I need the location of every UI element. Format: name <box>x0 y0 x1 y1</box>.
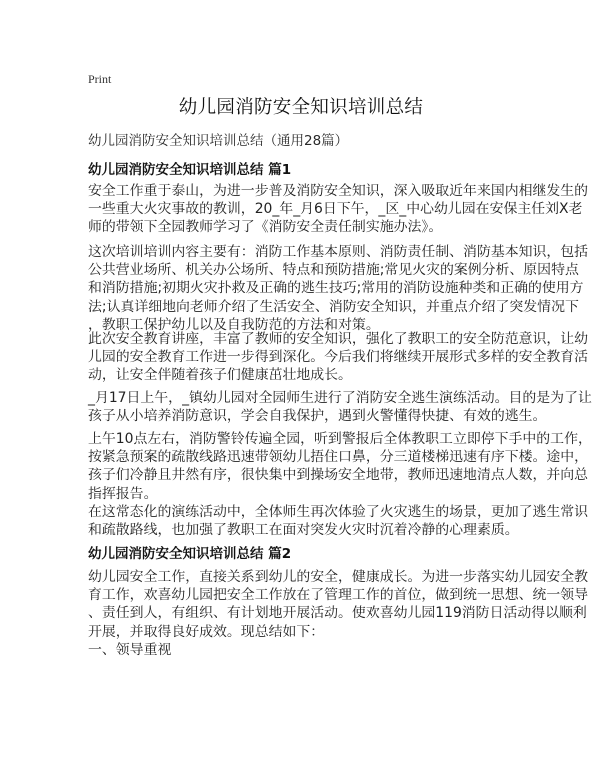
print-label: Print <box>88 72 112 86</box>
text-line: 和消防措施;初期火灾扑救及正确的逃生技巧;常用的消防设施种类和正确的使用方 <box>88 280 584 297</box>
paragraph <box>88 182 589 237</box>
paragraph <box>88 330 589 385</box>
paragraph <box>88 243 589 334</box>
paragraph <box>88 430 592 503</box>
paragraph <box>88 641 514 659</box>
text-line: _月17日上午，_镇幼儿园对全园师生进行了消防安全逃生演练活动。目的是为了让 <box>88 390 592 406</box>
text-line: ，教职工保护幼儿以及自我防范的方法和对策。 <box>88 316 380 333</box>
text-line: 一、领导重视 <box>88 642 172 658</box>
paragraph <box>88 568 589 641</box>
document-title: 幼儿园消防安全知识培训总结 <box>178 97 424 118</box>
text-line: 此次安全教育讲座，丰富了教师的安全知识，强化了教职工的安全防范意识，让幼 <box>88 331 589 347</box>
paragraph <box>88 503 589 539</box>
text-line: 一些重大火灾事故的教训，20_年_月6日下午，_区_中心幼儿园在安保主任刘X老 <box>88 201 583 218</box>
text-line: 法;认真详细地向老师介绍了生活安全、消防安全知识，并重点介绍了突发情况下 <box>88 298 579 315</box>
text-line: 在这常态化的演练活动中，全体师生再次体验了火灾逃生的场景，更加了逃生常识 <box>88 504 589 520</box>
text-line: 儿园的安全教育工作进一步得到深化。今后我们将继续开展形式多样的安全教育活 <box>88 349 589 366</box>
paragraph <box>88 389 592 425</box>
text-line: 上午10点左右，消防警铃传遍全园，听到警报后全体教职工立即停下手中的工作， <box>88 431 592 447</box>
text-line: 育工作，欢喜幼儿园把安全工作放在了管理工作的首位，做到统一思想、统一领导 <box>88 587 589 604</box>
text-line: 、责任到人，有组织、有计划地开展活动。使欢喜幼儿园119消防日活动得以顺利 <box>88 605 587 622</box>
text-line: 这次培训培训内容主要有：消防工作基本原则、消防责任制、消防基本知识，包括 <box>88 244 589 260</box>
text-line: 孩子从小培养消防意识，学会自我保护，遇到火警懂得快捷、有效的逃生。 <box>88 408 547 425</box>
text-line: 开展，并取得良好成效。现总结如下： <box>88 623 325 640</box>
text-line: 幼儿园安全工作，直接关系到幼儿的安全，健康成长。为进一步落实幼儿园安全教 <box>88 569 589 585</box>
section-heading-1: 幼儿园消防安全知识培训总结 篇1 <box>88 162 292 178</box>
section-heading-2: 幼儿园消防安全知识培训总结 篇2 <box>88 546 292 562</box>
text-line: 公共营业场所、机关办公场所、特点和预防措施;常见火灾的案例分析、原因特点 <box>88 262 579 279</box>
text-line: 安全工作重于泰山，为进一步普及消防安全知识，深入吸取近年来国内相继发生的 <box>88 183 589 199</box>
text-line: 孩子们冷静且井然有序，很快集中到操场安全地带，教师迅速地清点人数，并向总 <box>88 467 589 484</box>
text-line: 指挥报告。 <box>88 485 158 502</box>
text-line: 动，让安全伴随着孩子们健康茁壮地成长。 <box>88 367 352 384</box>
text-line: 和疏散路线，也加强了教职工在面对突发火灾时沉着冷静的心理素质。 <box>88 522 519 539</box>
text-line: 师的带领下全园教师学习了《消防安全责任制实施办法》。 <box>88 219 443 236</box>
text-line: 按紧急预案的疏散线路迅速带领幼儿捂住口鼻，分三道楼梯迅速有序下楼。途中， <box>88 449 589 466</box>
document-subtitle: 幼儿园消防安全知识培训总结（通用28篇） <box>88 133 349 149</box>
